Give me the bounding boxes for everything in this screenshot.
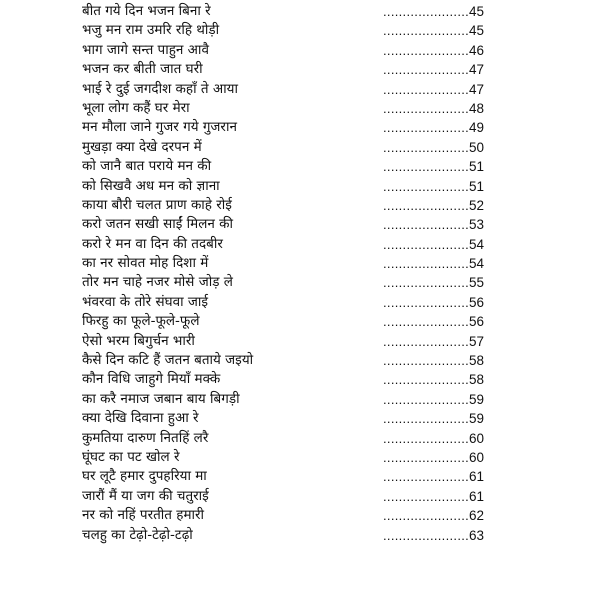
toc-entry-title: कैसे दिन कटि हैं जतन बताये जइयो bbox=[82, 352, 254, 369]
toc-row bbox=[0, 157, 600, 176]
toc-page-number: 45 bbox=[468, 4, 484, 19]
toc-page-number: 63 bbox=[468, 527, 484, 543]
toc-dot-leader: ...................... bbox=[383, 508, 470, 524]
toc-row bbox=[0, 429, 600, 448]
toc-row bbox=[0, 196, 600, 215]
toc-dot-leader: ...................... bbox=[383, 197, 470, 213]
toc-page-number: 46 bbox=[468, 42, 484, 58]
toc-entry-title: करो रे मन वा दिन की तदबीर bbox=[82, 235, 223, 252]
toc-dot-leader: ...................... bbox=[383, 488, 470, 504]
toc-row bbox=[0, 99, 600, 118]
toc-page-number: 47 bbox=[468, 62, 484, 78]
toc-entry-title: भूला लोग कहैं घर मेरा bbox=[82, 99, 190, 116]
toc-dot-leader: ...................... bbox=[383, 81, 470, 97]
toc-dot-leader: ...................... bbox=[383, 23, 470, 39]
toc-entry-title: मुखड़ा क्या देखे दरपन में bbox=[82, 138, 202, 155]
toc-row bbox=[0, 390, 600, 409]
toc-dot-leader: ...................... bbox=[383, 372, 470, 388]
toc-row bbox=[0, 351, 600, 370]
toc-row bbox=[0, 370, 600, 389]
toc-row bbox=[0, 487, 600, 506]
toc-page-number: 59 bbox=[468, 391, 484, 407]
toc-entry-title: भंवरवा के तोरे संघवा जाई bbox=[82, 293, 209, 310]
toc-entry-title: क्या देखि दिवाना हुआ रे bbox=[82, 410, 199, 427]
toc-row bbox=[0, 506, 600, 525]
toc-entry-title: मन मौला जाने गुजर गये गुजरान bbox=[82, 119, 237, 136]
toc-row bbox=[0, 448, 600, 467]
toc-row bbox=[0, 41, 600, 60]
toc-page-number: 55 bbox=[468, 275, 484, 291]
toc-row bbox=[0, 2, 600, 21]
toc-page-number: 59 bbox=[468, 411, 484, 427]
toc-row bbox=[0, 21, 600, 40]
toc-entry-title: भाई रे दुई जगदीश कहाँ ते आया bbox=[82, 80, 238, 97]
toc-entry-title: जारौं मैं या जग की चतुराई bbox=[82, 487, 209, 504]
toc-dot-leader: ...................... bbox=[383, 178, 470, 194]
toc-row bbox=[0, 332, 600, 351]
toc-page-number: 56 bbox=[468, 314, 484, 330]
toc-page-number: 62 bbox=[468, 508, 484, 524]
toc-entry-title: भजु मन राम उमरि रहि थोड़ी bbox=[82, 22, 220, 39]
toc-entry-title: घर लूटै हमार दुपहरिया मा bbox=[82, 468, 207, 485]
toc-entry-title: कौन विधि जाहुगे मियाँ मक्के bbox=[82, 371, 221, 388]
toc-page-number: 51 bbox=[468, 159, 484, 175]
toc-entry-title: भजन कर बीती जात घरी bbox=[82, 61, 203, 78]
toc-entry-title: को सिखवै अध मन को ज्ञाना bbox=[82, 177, 220, 194]
toc-page-number: 50 bbox=[468, 139, 484, 155]
toc-row bbox=[0, 526, 600, 545]
toc-entry-title: काया बौरी चलत प्राण काहे रोई bbox=[82, 196, 232, 213]
toc-entry-title: फिरहु का फूले-फूले-फूले bbox=[82, 313, 200, 330]
toc-dot-leader: ...................... bbox=[383, 120, 470, 136]
toc-page-number: 54 bbox=[468, 236, 484, 252]
toc-page-number: 54 bbox=[468, 256, 484, 272]
toc-dot-leader: ...................... bbox=[383, 236, 470, 252]
toc-page-number: 48 bbox=[468, 100, 484, 116]
toc-page-number: 58 bbox=[468, 372, 484, 388]
toc-dot-leader: ...................... bbox=[383, 159, 470, 175]
toc-dot-leader: ...................... bbox=[383, 333, 470, 349]
toc-row bbox=[0, 215, 600, 234]
toc-page-number: 56 bbox=[468, 294, 484, 310]
toc-dot-leader: ...................... bbox=[383, 314, 470, 330]
table-of-contents bbox=[0, 2, 600, 545]
toc-entry-title: का करै नमाज जबान बाय बिगड़ी bbox=[82, 390, 240, 407]
toc-dot-leader: ...................... bbox=[383, 100, 470, 116]
toc-dot-leader: ...................... bbox=[383, 353, 470, 369]
toc-dot-leader: ...................... bbox=[383, 4, 470, 19]
toc-entry-title: को जानै बात पराये मन की bbox=[82, 158, 212, 175]
toc-dot-leader: ...................... bbox=[383, 527, 470, 543]
toc-dot-leader: ...................... bbox=[383, 139, 470, 155]
toc-page-number: 61 bbox=[468, 488, 484, 504]
toc-row bbox=[0, 312, 600, 331]
toc-dot-leader: ...................... bbox=[383, 42, 470, 58]
toc-dot-leader: ...................... bbox=[383, 391, 470, 407]
toc-row bbox=[0, 118, 600, 137]
toc-dot-leader: ...................... bbox=[383, 294, 470, 310]
toc-entry-title: तोर मन चाहे नजर मोसे जोड़ ले bbox=[82, 274, 233, 291]
toc-page-number: 57 bbox=[468, 333, 484, 349]
toc-row bbox=[0, 138, 600, 157]
toc-row bbox=[0, 409, 600, 428]
toc-page-number: 60 bbox=[468, 430, 484, 446]
toc-row bbox=[0, 293, 600, 312]
toc-entry-title: कुमतिया दारुण नितहिं लरै bbox=[82, 429, 209, 446]
toc-page-number: 49 bbox=[468, 120, 484, 136]
toc-row bbox=[0, 467, 600, 486]
toc-row bbox=[0, 177, 600, 196]
toc-page-number: 45 bbox=[468, 23, 484, 39]
toc-page-number: 52 bbox=[468, 197, 484, 213]
toc-row bbox=[0, 80, 600, 99]
toc-page-number: 58 bbox=[468, 353, 484, 369]
toc-row bbox=[0, 273, 600, 292]
toc-row bbox=[0, 254, 600, 273]
toc-entry-title: नर को नहिं परतीत हमारी bbox=[82, 507, 205, 524]
toc-page-number: 47 bbox=[468, 81, 484, 97]
toc-dot-leader: ...................... bbox=[383, 217, 470, 233]
toc-page-number: 61 bbox=[468, 469, 484, 485]
toc-page-number: 51 bbox=[468, 178, 484, 194]
toc-dot-leader: ...................... bbox=[383, 256, 470, 272]
toc-dot-leader: ...................... bbox=[383, 62, 470, 78]
toc-entry-title: घूंघट का पट खोल रे bbox=[82, 448, 180, 465]
toc-dot-leader: ...................... bbox=[383, 275, 470, 291]
toc-row bbox=[0, 60, 600, 79]
toc-dot-leader: ...................... bbox=[383, 469, 470, 485]
toc-entry-title: चलहु का टेढ़ो-टेढ़ो-टढ़ो bbox=[82, 526, 193, 543]
toc-dot-leader: ...................... bbox=[383, 449, 470, 465]
toc-entry-title: ऐसो भरम बिगुर्चन भारी bbox=[82, 332, 195, 349]
toc-dot-leader: ...................... bbox=[383, 430, 470, 446]
toc-entry-title: बीत गये दिन भजन बिना रे bbox=[82, 3, 211, 19]
toc-page-number: 60 bbox=[468, 449, 484, 465]
toc-entry-title: भाग जागे सन्त पाहुन आवै bbox=[82, 41, 209, 58]
toc-entry-title: का नर सोवत मोह दिशा में bbox=[82, 255, 209, 272]
toc-entry-title: करो जतन सखी साईं मिलन की bbox=[82, 216, 234, 233]
toc-row bbox=[0, 235, 600, 254]
toc-dot-leader: ...................... bbox=[383, 411, 470, 427]
toc-page-number: 53 bbox=[468, 217, 484, 233]
